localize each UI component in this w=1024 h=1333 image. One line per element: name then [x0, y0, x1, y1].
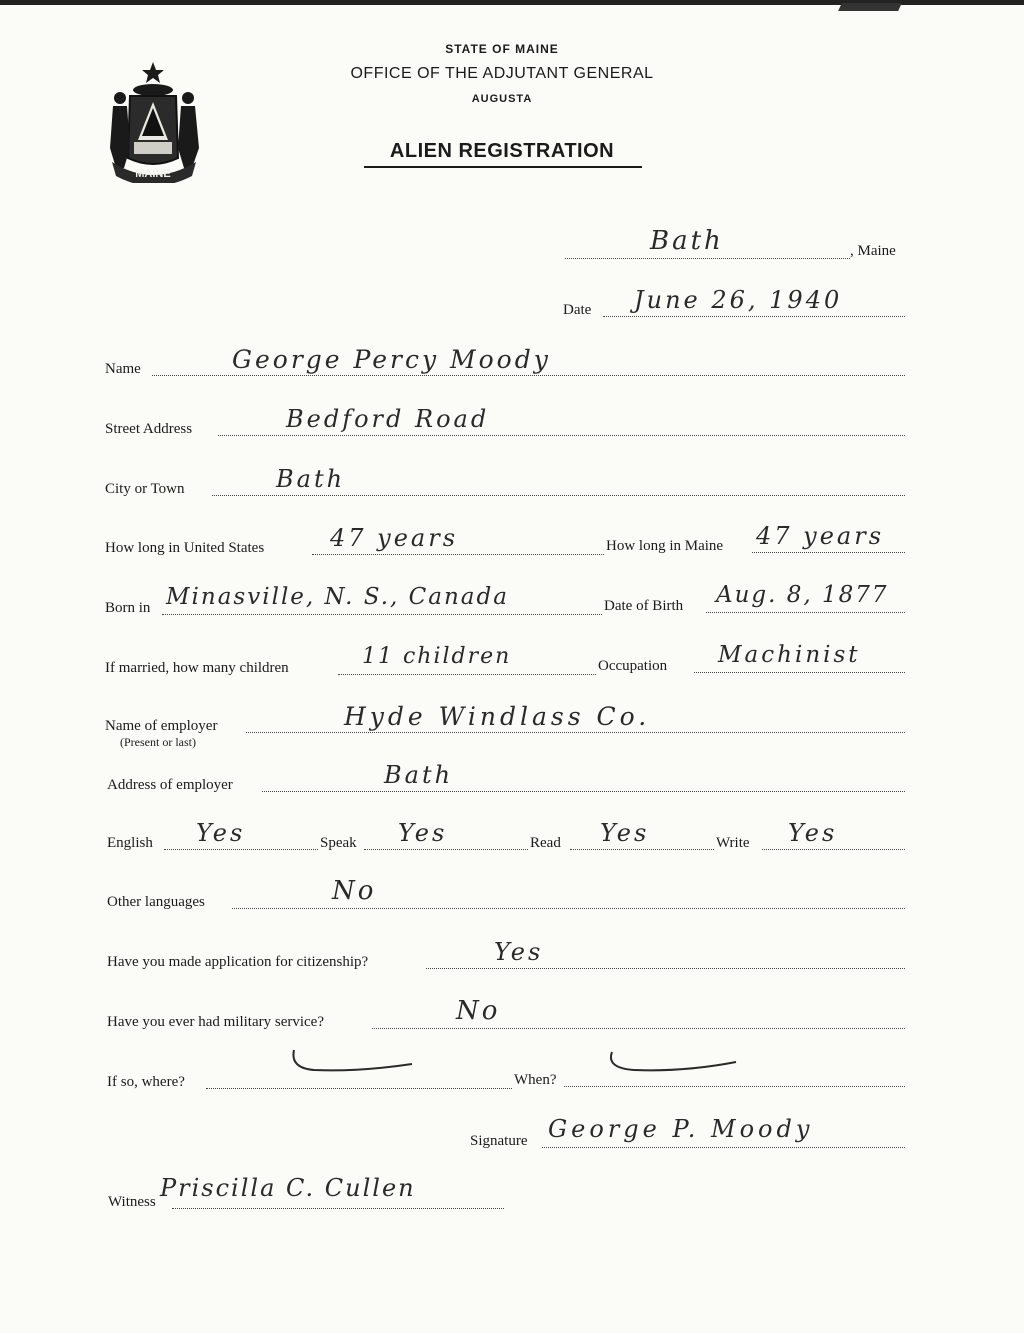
place-suffix: , Maine	[850, 243, 896, 259]
us-duration-label: How long in United States	[105, 540, 265, 556]
citizenship-label: Have you made application for citizenship?	[107, 954, 369, 970]
place-value: Bath	[650, 226, 724, 256]
citizenship-value: Yes	[494, 938, 544, 966]
place-line	[565, 258, 850, 259]
when-label: When?	[514, 1072, 557, 1088]
page-top-mark	[838, 3, 902, 11]
us-duration-line	[312, 554, 604, 555]
street-value: Bedford Road	[286, 405, 490, 433]
born-value: Minasville, N. S., Canada	[166, 584, 509, 610]
name-label: Name	[105, 361, 141, 377]
write-label: Write	[716, 835, 750, 851]
date-label: Date	[563, 302, 592, 318]
other-languages-label: Other languages	[107, 894, 205, 910]
employer-sublabel: (Present or last)	[120, 735, 196, 749]
maine-duration-value: 47 years	[756, 522, 885, 550]
name-value: George Percy Moody	[232, 345, 551, 374]
dob-value: Aug. 8, 1877	[716, 582, 889, 608]
name-line	[152, 375, 905, 376]
employer-address-value: Bath	[384, 761, 454, 789]
english-label: English	[107, 835, 153, 851]
employer-address-label: Address of employer	[107, 777, 233, 793]
military-label: Have you ever had military service?	[107, 1014, 324, 1030]
date-value: June 26, 1940	[634, 286, 843, 314]
children-value: 11 children	[362, 644, 512, 669]
witness-value: Priscilla C. Cullen	[160, 1174, 416, 1202]
maine-duration-line	[752, 552, 905, 553]
occupation-line	[694, 672, 905, 673]
city-value: Bath	[276, 465, 346, 493]
where-dash-mark	[288, 1046, 418, 1076]
signature-label: Signature	[470, 1133, 528, 1149]
form-title: ALIEN REGISTRATION	[389, 140, 615, 162]
dob-label: Date of Birth	[604, 598, 684, 614]
citizenship-line	[426, 968, 905, 969]
signature-line	[542, 1147, 905, 1148]
read-line	[570, 849, 714, 850]
header-office: OFFICE OF THE ADJUTANT GENERAL	[350, 65, 654, 82]
children-label: If married, how many children	[105, 660, 289, 676]
witness-label: Witness	[108, 1194, 156, 1210]
read-label: Read	[530, 835, 561, 851]
write-value: Yes	[788, 819, 838, 847]
where-label: If so, where?	[107, 1074, 185, 1090]
read-value: Yes	[600, 819, 650, 847]
employer-label: Name of employer	[105, 718, 218, 734]
when-dash-mark	[604, 1046, 744, 1076]
title-underline	[364, 166, 642, 168]
occupation-value: Machinist	[718, 642, 861, 668]
employer-value: Hyde Windlass Co.	[344, 702, 651, 731]
seal-banner-text: MAINE	[135, 168, 171, 180]
signature-value: George P. Moody	[548, 1115, 814, 1143]
employer-line	[246, 732, 905, 733]
header-state: STATE OF MAINE	[445, 42, 559, 56]
street-label: Street Address	[105, 421, 193, 437]
military-line	[372, 1028, 905, 1029]
speak-value: Yes	[398, 819, 448, 847]
maine-duration-label: How long in Maine	[606, 538, 724, 554]
when-line	[564, 1086, 905, 1087]
write-line	[762, 849, 905, 850]
occupation-label: Occupation	[598, 658, 668, 674]
witness-line	[172, 1208, 504, 1209]
military-value: No	[456, 996, 501, 1026]
header-city: AUGUSTA	[471, 93, 533, 105]
speak-label: Speak	[320, 835, 357, 851]
children-line	[338, 674, 596, 675]
born-label: Born in	[105, 600, 151, 616]
city-label: City or Town	[105, 481, 185, 497]
employer-address-line	[262, 791, 905, 792]
dob-line	[706, 612, 905, 613]
english-line	[164, 849, 318, 850]
city-line	[212, 495, 905, 496]
date-line	[603, 316, 905, 317]
speak-line	[364, 849, 528, 850]
other-languages-value: No	[332, 876, 377, 906]
born-line	[162, 614, 602, 615]
where-line	[206, 1088, 512, 1089]
street-line	[218, 435, 905, 436]
other-languages-line	[232, 908, 905, 909]
us-duration-value: 47 years	[330, 524, 459, 552]
english-value: Yes	[196, 819, 246, 847]
